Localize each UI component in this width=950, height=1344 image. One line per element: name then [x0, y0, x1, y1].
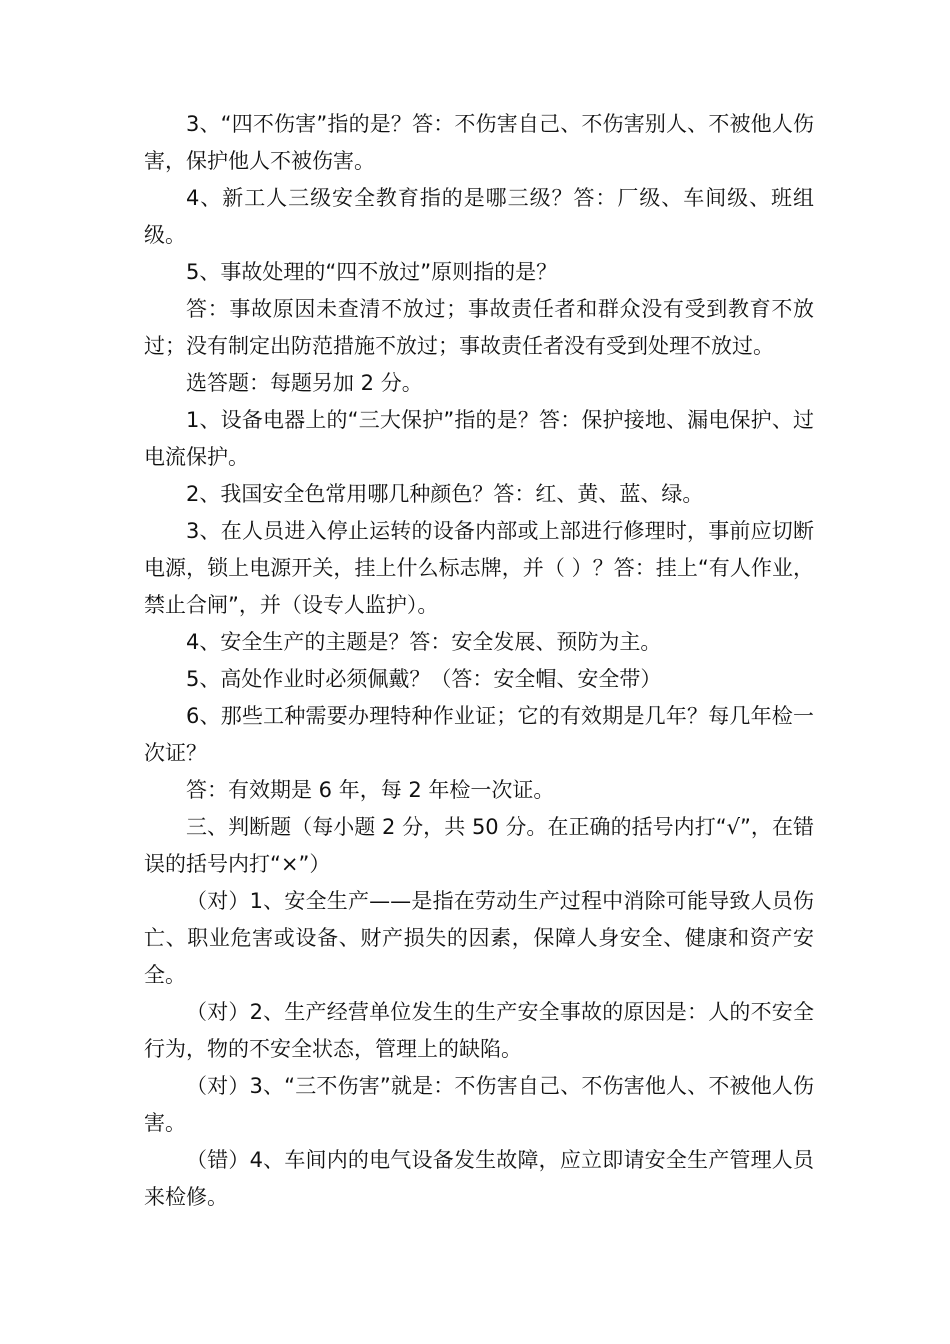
paragraph-optional-q5: 5、高处作业时必须佩戴？（答：安全帽、安全带） [186, 667, 662, 691]
paragraph-judgment-3: （对）3、“三不伤害”就是：不伤害自己、不伤害他人、不被他人伤害。 [144, 1074, 814, 1135]
paragraph-optional-q3: 3、在人员进入停止运转的设备内部或上部进行修理时，事前应切断电源，锁上电源开关，挂上什么标志牌，并（ ）？答：挂上“有人作业，禁止合闸”，并（设专人监护）。 [144, 519, 814, 617]
paragraph-optional-q2: 2、我国安全色常用哪几种颜色？答：红、黄、蓝、绿。 [186, 482, 704, 506]
paragraph-q4-three-level-education: 4、新工人三级安全教育指的是哪三级？答：厂级、车间级、班组级。 [144, 186, 814, 247]
paragraph-q3-four-no-harm: 3、“四不伤害”指的是？答：不伤害自己、不伤害别人、不被他人伤害，保护他人不被伤害。 [144, 112, 814, 173]
paragraph-judgment-1: （对）1、安全生产——是指在劳动生产过程中消除可能导致人员伤亡、职业危害或设备、财产损失的因素，保障人身安全、健康和资产安全。 [144, 889, 814, 987]
paragraph-optional-q6: 6、那些工种需要办理特种作业证；它的有效期是几年？每几年检一次证？ [144, 704, 814, 765]
paragraph-q5-four-not-let-go: 5、事故处理的“四不放过”原则指的是？ [186, 260, 558, 284]
paragraph-q5-answer: 答：事故原因未查清不放过；事故责任者和群众没有受到教育不放过；没有制定出防范措施不放过；事故责任者没有受到处理不放过。 [144, 297, 814, 358]
paragraph-judgment-section-heading: 三、判断题（每小题 2 分，共 50 分。在正确的括号内打“√”，在错误的括号内打“×”） [144, 815, 814, 876]
paragraph-judgment-2: （对）2、生产经营单位发生的生产安全事故的原因是：人的不安全行为，物的不安全状态，管理上的缺陷。 [144, 1000, 814, 1061]
paragraph-judgment-4: （错）4、车间内的电气设备发生故障，应立即请安全生产管理人员来检修。 [144, 1148, 814, 1209]
paragraph-optional-q1: 1、设备电器上的“三大保护”指的是？答：保护接地、漏电保护、过电流保护。 [144, 408, 814, 469]
paragraph-optional-q4: 4、安全生产的主题是？答：安全发展、预防为主。 [186, 630, 662, 654]
document-body [144, 106, 814, 1216]
paragraph-optional-section-heading: 选答题：每题另加 2 分。 [186, 371, 423, 395]
paragraph-optional-q6-answer: 答：有效期是 6 年，每 2 年检一次证。 [186, 778, 555, 802]
